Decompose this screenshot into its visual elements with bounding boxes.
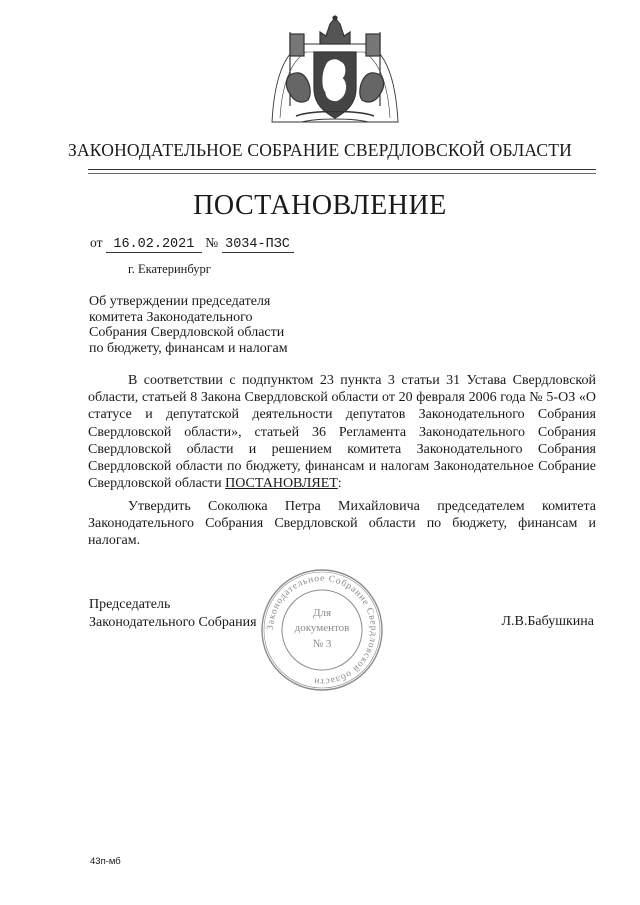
coat-of-arms-emblem (262, 14, 408, 132)
document-subject (89, 294, 288, 356)
signatory-title-line2: Законодательного Собрания (89, 615, 257, 630)
resolution-keyword: ПОСТАНОВЛЯЕТ (225, 476, 338, 492)
resolution-paragraph: Утвердить Соколюка Петра Михайловича председателем комитета Законодательного Собрания Свердловской области по бюджету, финансам и налогам. (88, 499, 596, 549)
subject-line: по бюджету, финансам и налогам (89, 340, 288, 356)
official-seal-stamp (258, 566, 386, 694)
date-number-line (90, 235, 294, 253)
organization-name: ЗАКОНОДАТЕЛЬНОЕ СОБРАНИЕ СВЕРДЛОВСКОЙ ОБЛАСТИ (68, 140, 572, 160)
subject-line: Об утверждении председателя (89, 294, 271, 309)
date-prefix: от (90, 235, 103, 250)
stamp-center-line1: Для (312, 607, 332, 619)
number-prefix: № (205, 235, 219, 250)
stamp-center-line2: документов (294, 622, 350, 634)
document-type-title: ПОСТАНОВЛЕНИЕ (193, 190, 447, 221)
document-date: 16.02.2021 (106, 237, 202, 253)
header-rule-thin (88, 173, 596, 174)
subject-line: комитета Законодательного (89, 309, 253, 325)
subject-line: Собрания Свердловской области (89, 325, 285, 340)
signatory-title (89, 596, 257, 632)
preamble-text: В соответствии с подпунктом 23 пункта 3 статьи 31 Устава Свердловской области, статьей 8 Закона Свердловской области от 20 февраля 2006 года № 5-ОЗ «О статусе и депутатской деятельности депутатов Законодательного Собрания Свердловской области», статьей 36 Регламента Законодательного Собрания Свердловской области и решением комитета Законодательного Собрания Свердловской области по бюджету, финансам и налогам Законодательное Собрание Свердловской области (88, 373, 596, 492)
stamp-ring-text: Законодательное Собрание Свердловской области (265, 573, 379, 687)
header-rule-thick (88, 169, 596, 170)
city: г. Екатеринбург (128, 262, 211, 276)
signatory-title-line1: Председатель (89, 597, 171, 612)
preamble-paragraph (88, 372, 596, 492)
signatory-name: Л.В.Бабушкина (501, 614, 594, 629)
stamp-center-line3: № 3 (312, 638, 332, 650)
preamble-colon: : (337, 476, 342, 492)
footer-code: 43п-мб (90, 856, 121, 867)
document-number: 3034-ПЗС (222, 237, 294, 253)
